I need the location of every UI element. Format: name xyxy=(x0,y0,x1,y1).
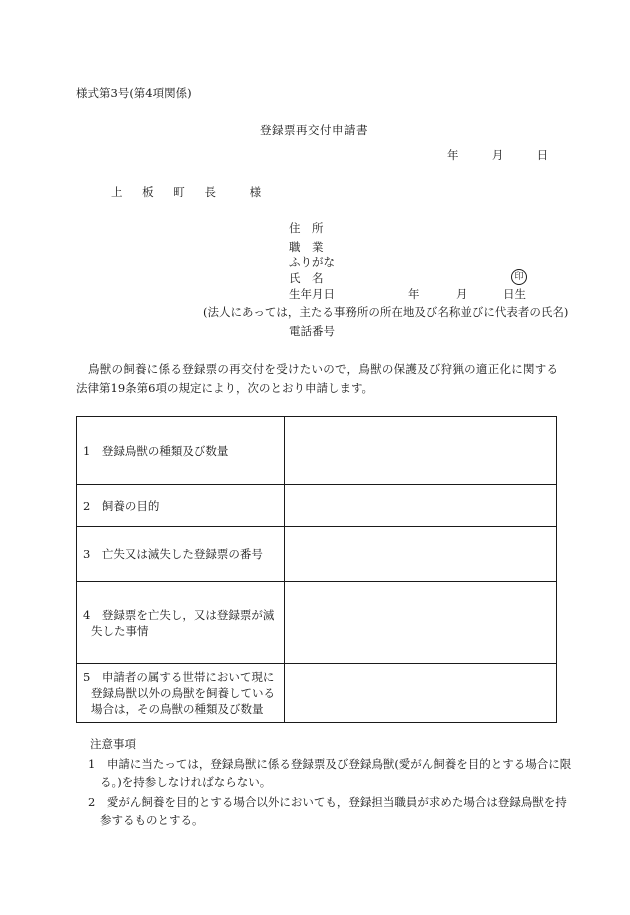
furigana-label: ふりがな xyxy=(289,255,335,269)
address-label: 住 所 xyxy=(289,221,324,235)
note-item: 1 申請に当たっては，登録鳥獣に係る登録票及び登録鳥獣(愛がん飼養を目的とする場合に限る。)を持参しなければならない。 xyxy=(88,757,572,789)
seal-mark: 印 xyxy=(511,269,527,285)
corporation-note: (法人にあっては，主たる事務所の所在地及び名称並びに代表者の氏名) xyxy=(203,305,569,319)
birth-month-input[interactable]: 月 xyxy=(456,287,468,301)
form-number: 様式第3号(第4項関係) xyxy=(76,86,192,100)
table-row xyxy=(77,527,557,582)
table-row xyxy=(77,664,557,723)
date-day-input[interactable]: 日 xyxy=(536,148,549,162)
birth-year-input[interactable]: 年 xyxy=(408,287,420,301)
row-label: 5 申請者の属する世帯において現に登録鳥獣以外の鳥獣を飼養している場合は，その鳥獣の種類及び数量 xyxy=(77,664,285,723)
addressee xyxy=(111,186,269,200)
name-label: 氏 名 xyxy=(289,271,324,285)
species-quantity-field[interactable] xyxy=(284,417,556,485)
notes-heading: 注意事項 xyxy=(90,737,136,751)
row-label: 4 登録票を亡失し，又は登録票が滅失した事情 xyxy=(77,582,285,664)
occupation-label: 職 業 xyxy=(289,240,324,254)
application-table xyxy=(76,416,557,723)
row-label: 1 登録鳥獣の種類及び数量 xyxy=(77,417,285,485)
date-line xyxy=(447,149,548,163)
birth-date-label: 生年月日 xyxy=(289,287,335,301)
note-item: 2 愛がん飼養を目的とする場合以外においても，登録担当職員が求めた場合は登録鳥獣を持参するものとする。 xyxy=(88,795,567,827)
purpose-field[interactable] xyxy=(284,485,556,527)
table-row xyxy=(77,485,557,527)
other-birds-field[interactable] xyxy=(284,664,556,723)
lost-certificate-number-field[interactable] xyxy=(284,527,556,582)
table-row xyxy=(77,582,557,664)
row-label: 3 亡失又は滅失した登録票の番号 xyxy=(77,527,285,582)
table-row xyxy=(77,417,557,485)
birth-day-input[interactable]: 日生 xyxy=(503,287,526,301)
date-month-input[interactable]: 月 xyxy=(491,148,504,162)
application-statement: 鳥獣の飼養に係る登録票の再交付を受けたいので，鳥獣の保護及び狩猟の適正化に関する法律第19条第6項の規定により，次のとおり申請します。 xyxy=(76,362,558,395)
addressee-honorific: 様 xyxy=(249,185,270,199)
loss-circumstances-field[interactable] xyxy=(284,582,556,664)
phone-label: 電話番号 xyxy=(289,324,335,338)
addressee-name: 上 板 町 長 xyxy=(111,185,224,199)
date-year-input[interactable]: 年 xyxy=(447,148,459,162)
row-label: 2 飼養の目的 xyxy=(77,485,285,527)
document-title: 登録票再交付申請書 xyxy=(260,123,368,137)
